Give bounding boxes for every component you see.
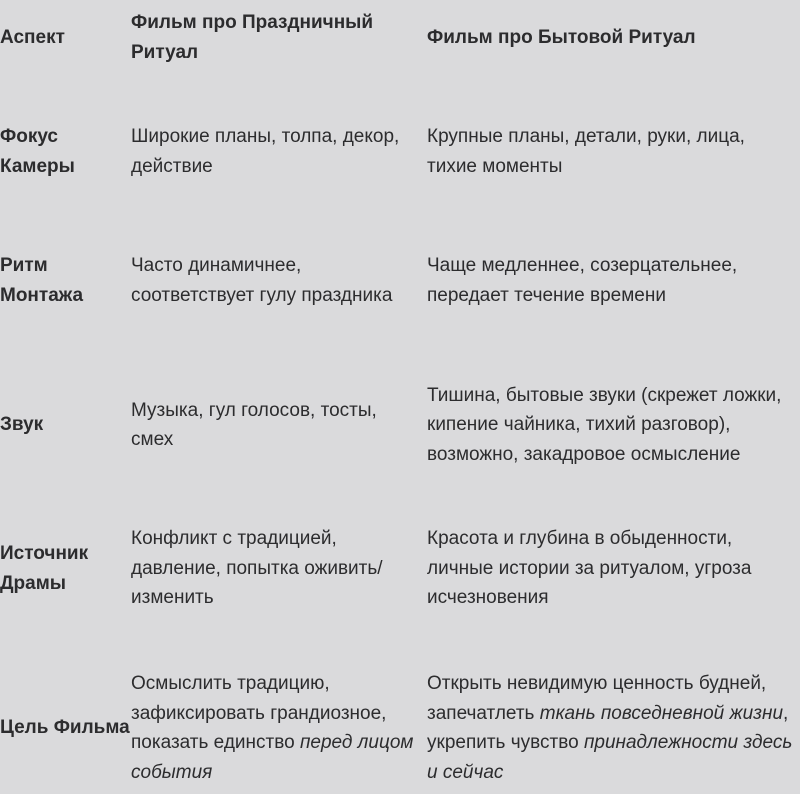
row-festive-cell <box>131 669 427 787</box>
everyday-goal-emphasis-2: принадлежности здесь и сейчас <box>427 732 793 783</box>
table-row-camera-focus <box>0 122 800 181</box>
everyday-goal-text-2: , укрепить чувство <box>427 702 789 753</box>
row-everyday-cell: Красота и глубина в обыденности, личные истории за ритуалом, угроза исчезновения <box>427 528 752 609</box>
table-row-sound <box>0 366 800 484</box>
everyday-goal-emphasis-1: ткань повседневной жизни <box>539 702 784 724</box>
row-festive-cell: Часто динамичнее, соответствует гулу праздника <box>131 255 393 306</box>
festive-goal-text: Осмыслить традицию, зафиксировать грандиозное, показать единство <box>131 673 387 753</box>
row-aspect-label: Ритм Монтажа <box>0 255 84 306</box>
row-aspect-label: Фокус Камеры <box>0 126 75 177</box>
row-festive-cell: Музыка, гул голосов, тосты, смех <box>131 399 377 450</box>
row-aspect-label: Звук <box>0 414 44 436</box>
row-festive-cell: Конфликт с традицией, давление, попытка оживить/изменить <box>131 528 383 609</box>
row-festive-cell: Широкие планы, толпа, декор, действие <box>131 126 400 177</box>
row-everyday-cell <box>427 669 800 787</box>
table-row-film-goal <box>0 654 800 794</box>
table-row-drama-source <box>0 524 800 613</box>
header-festive-film: Фильм про Праздничный Ритуал <box>131 12 374 63</box>
row-aspect-label: Цель Фильма <box>0 717 130 739</box>
everyday-goal-text-1: Открыть невидимую ценность будней, запечатлеть <box>427 673 767 724</box>
header-everyday-film: Фильм про Бытовой Ритуал <box>427 26 696 48</box>
row-everyday-cell: Крупные планы, детали, руки, лица, тихие моменты <box>427 126 745 177</box>
table-row-editing-rhythm <box>0 236 800 325</box>
header-aspect: Аспект <box>0 26 65 48</box>
row-aspect-label: Источник Драмы <box>0 543 89 594</box>
row-everyday-cell: Тишина, бытовые звуки (скрежет ложки, кипение чайника, тихий разговор), возможно, закадровое осмысление <box>427 384 782 465</box>
row-everyday-cell: Чаще медленнее, созерцательнее, передает течение времени <box>427 255 738 306</box>
table-header-row <box>0 8 800 67</box>
festive-goal-emphasis: перед лицом события <box>131 732 414 783</box>
comparison-table <box>0 8 800 794</box>
